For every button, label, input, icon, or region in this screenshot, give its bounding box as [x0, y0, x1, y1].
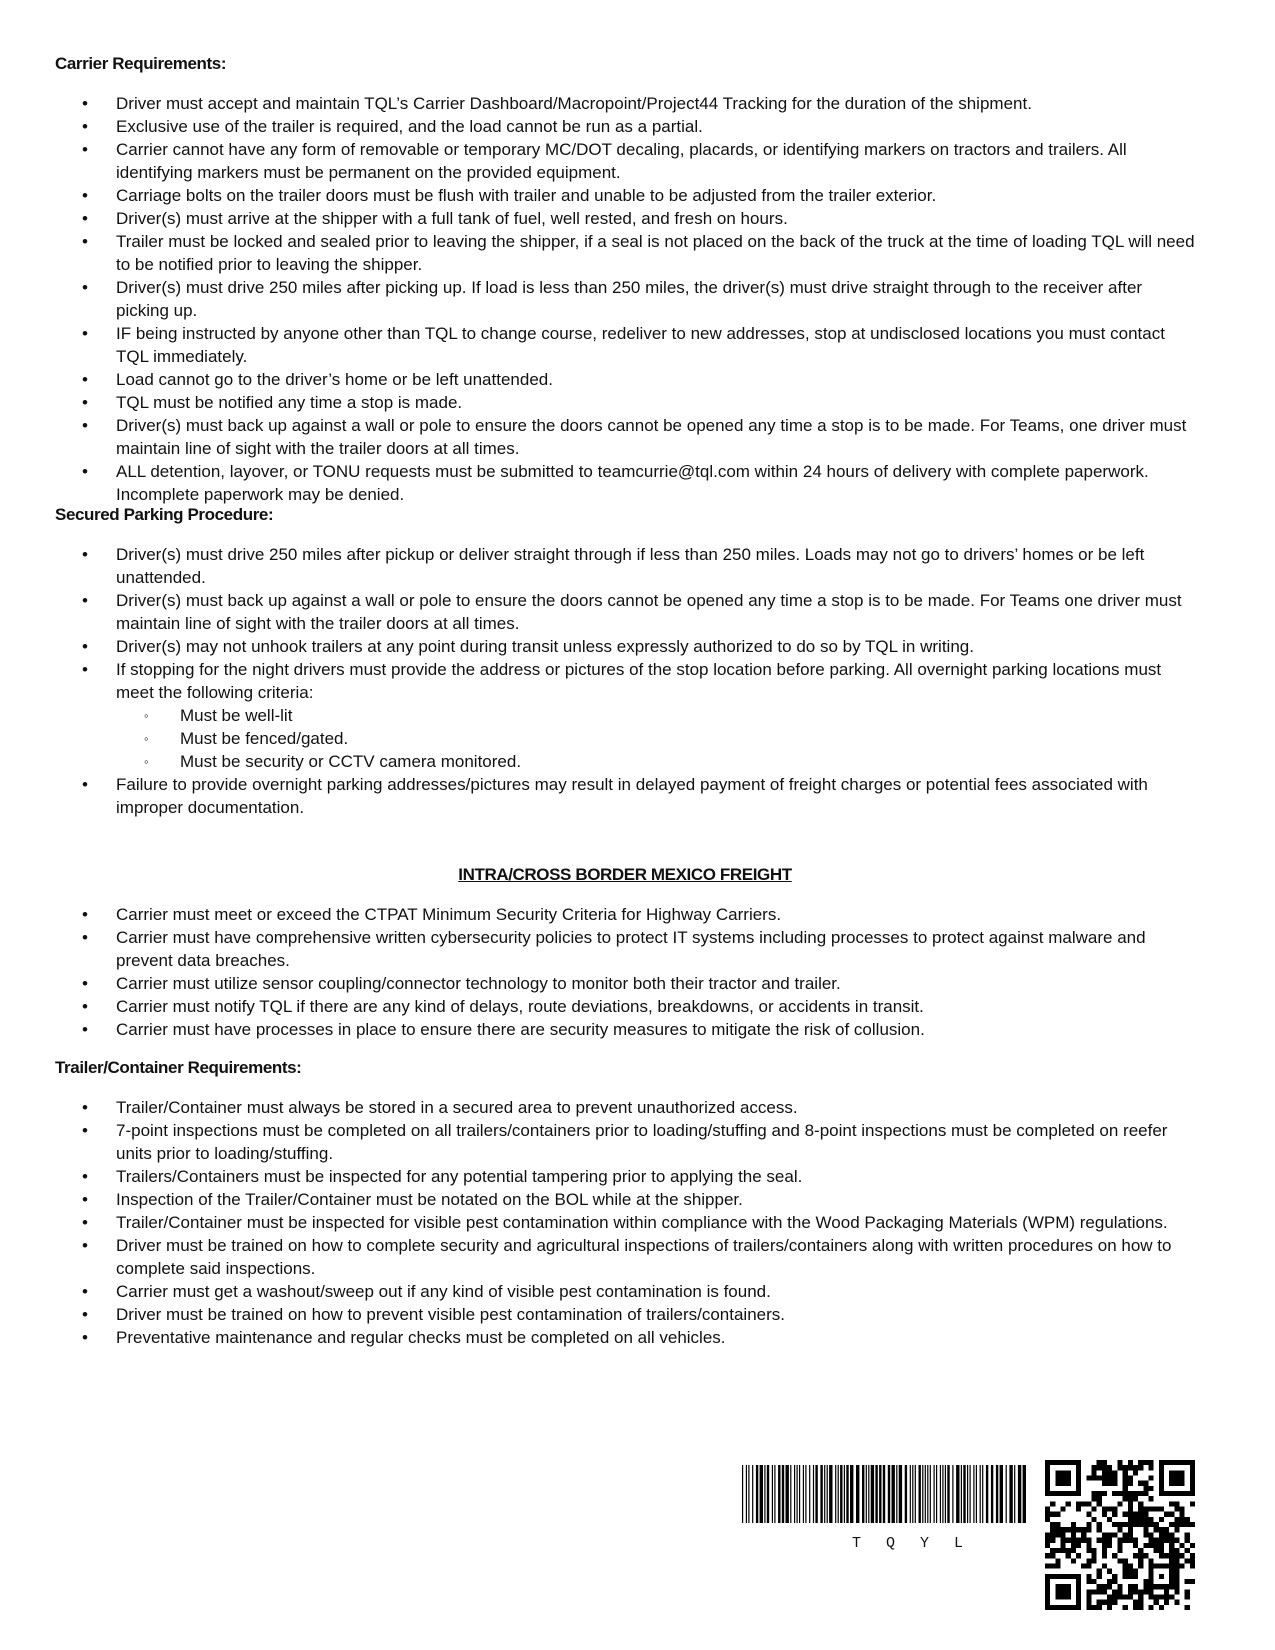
sub-bullet-icon: ◦	[144, 754, 149, 769]
list-item	[0, 658, 1275, 773]
bullet-icon: •	[82, 1020, 88, 1039]
list-item	[0, 903, 1275, 926]
bullet-icon: •	[82, 660, 88, 679]
list-item	[0, 207, 1275, 230]
criteria-text: Must be well-lit	[180, 706, 293, 725]
list-item-text: Driver must accept and maintain TQL’s Carrier Dashboard/Macropoint/Project44 Tracking for the duration of the shipment.	[116, 94, 1032, 113]
list-item-text: Trailer/Container must be inspected for visible pest contamination within compliance with the Wood Packaging Materials (WPM) regulations.	[116, 1213, 1168, 1232]
barcode-letter: T	[852, 1535, 862, 1552]
list-item-text: Carrier must get a washout/sweep out if any kind of visible pest contamination is found.	[116, 1282, 771, 1301]
criteria-item	[116, 704, 1195, 727]
sub-bullet-icon: ◦	[144, 708, 149, 723]
bullet-icon: •	[82, 974, 88, 993]
list-item-text: Carrier must notify TQL if there are any kind of delays, route deviations, breakdowns, or accidents in transit.	[116, 997, 924, 1016]
list-item	[0, 460, 1275, 506]
bullet-icon: •	[82, 1190, 88, 1209]
list-item	[0, 995, 1275, 1018]
list-item	[0, 184, 1275, 207]
secured-parking-heading: Secured Parking Procedure:	[55, 505, 274, 524]
bullet-icon: •	[82, 545, 88, 564]
bullet-icon: •	[82, 905, 88, 924]
barcode-letter: Y	[920, 1535, 930, 1552]
list-item	[0, 1165, 1275, 1188]
list-item	[0, 391, 1275, 414]
bullet-icon: •	[82, 1282, 88, 1301]
list-item-text: Driver(s) must arrive at the shipper with a full tank of fuel, well rested, and fresh on hours.	[116, 209, 788, 228]
list-item-text: Driver(s) must back up against a wall or pole to ensure the doors cannot be opened any time a stop is to be made. For Teams one driver must maintain line of sight with the trailer doors at all times.	[116, 591, 1182, 633]
criteria-text: Must be security or CCTV camera monitored.	[180, 752, 522, 771]
mexico-freight-list	[0, 903, 1275, 1041]
bullet-icon: •	[82, 416, 88, 435]
bullet-icon: •	[82, 1121, 88, 1140]
bullet-icon: •	[82, 370, 88, 389]
list-item	[0, 368, 1275, 391]
bullet-icon: •	[82, 232, 88, 251]
list-item	[0, 635, 1275, 658]
document-codes	[740, 1465, 1210, 1615]
list-item	[0, 1326, 1275, 1349]
list-item-text: Driver(s) must drive 250 miles after picking up. If load is less than 250 miles, the driver(s) must drive straight through to the receiver after picking up.	[116, 278, 1143, 320]
list-item-text: Driver(s) must drive 250 miles after pickup or deliver straight through if less than 250 miles. Loads may not go to drivers’ homes or be left unattended.	[116, 545, 1145, 587]
list-item	[0, 276, 1275, 322]
list-item-text: Trailers/Containers must be inspected for any potential tampering prior to applying the seal.	[116, 1167, 803, 1186]
list-item-text: Trailer must be locked and sealed prior to leaving the shipper, if a seal is not placed on the back of the truck at the time of loading TQL will need to be notified prior to leaving the shipper.	[116, 232, 1195, 274]
list-item	[0, 926, 1275, 972]
list-item-text: Preventative maintenance and regular checks must be completed on all vehicles.	[116, 1328, 726, 1347]
list-item	[0, 1018, 1275, 1041]
bullet-icon: •	[82, 1213, 88, 1232]
list-item	[0, 773, 1275, 819]
list-item	[0, 230, 1275, 276]
list-item	[0, 1096, 1275, 1119]
trailer-container-list	[0, 1096, 1275, 1349]
list-item-text: ALL detention, layover, or TONU requests must be submitted to teamcurrie@tql.com within 24 hours of delivery with complete paperwork. Incomplete paperwork may be denied.	[116, 462, 1149, 504]
list-item-text: Load cannot go to the driver’s home or be left unattended.	[116, 370, 553, 389]
list-item	[0, 972, 1275, 995]
list-item-text: Driver(s) must back up against a wall or pole to ensure the doors cannot be opened any time a stop is to be made. For Teams, one driver must maintain line of sight with the trailer doors at all times.	[116, 416, 1187, 458]
list-item-text: Driver(s) may not unhook trailers at any point during transit unless expressly authorized to do so by TQL in writing.	[116, 637, 974, 656]
bullet-icon: •	[82, 393, 88, 412]
list-item-text: 7-point inspections must be completed on all trailers/containers prior to loading/stuffing and 8-point inspections must be completed on reefer units prior to loading/stuffing.	[116, 1121, 1168, 1163]
list-item-text: Exclusive use of the trailer is required, and the load cannot be run as a partial.	[116, 117, 703, 136]
bullet-icon: •	[82, 278, 88, 297]
list-item-text: Driver must be trained on how to prevent visible pest contamination of trailers/containers.	[116, 1305, 785, 1324]
barcode-icon	[740, 1465, 1030, 1537]
carrier-requirements-list	[0, 92, 1275, 506]
bullet-icon: •	[82, 928, 88, 947]
list-item-text: If stopping for the night drivers must provide the address or pictures of the stop location before parking. All overnight parking locations must meet the following criteria:	[116, 660, 1162, 702]
carrier-requirements-heading: Carrier Requirements:	[55, 54, 227, 73]
bullet-icon: •	[82, 324, 88, 343]
bullet-icon: •	[82, 1305, 88, 1324]
list-item-text: Failure to provide overnight parking addresses/pictures may result in delayed payment of freight charges or potential fees associated with improper documentation.	[116, 775, 1148, 817]
list-item-text: Inspection of the Trailer/Container must be notated on the BOL while at the shipper.	[116, 1190, 743, 1209]
list-item-text: Trailer/Container must always be stored in a secured area to prevent unauthorized access.	[116, 1098, 798, 1117]
bullet-icon: •	[82, 591, 88, 610]
list-item	[0, 414, 1275, 460]
list-item	[0, 1234, 1275, 1280]
bullet-icon: •	[82, 997, 88, 1016]
sub-bullet-icon: ◦	[144, 731, 149, 746]
bullet-icon: •	[82, 1236, 88, 1255]
list-item-text: Carrier must meet or exceed the CTPAT Minimum Security Criteria for Highway Carriers.	[116, 905, 782, 924]
criteria-text: Must be fenced/gated.	[180, 729, 349, 748]
bullet-icon: •	[82, 1167, 88, 1186]
list-item-text: Carriage bolts on the trailer doors must be flush with trailer and unable to be adjusted from the trailer exterior.	[116, 186, 937, 205]
bullet-icon: •	[82, 462, 88, 481]
list-item-text: TQL must be notified any time a stop is made.	[116, 393, 463, 412]
list-item	[0, 322, 1275, 368]
bullet-icon: •	[82, 140, 88, 159]
list-item	[0, 543, 1275, 589]
criteria-item	[116, 750, 1195, 773]
list-item-text: Carrier cannot have any form of removable or temporary MC/DOT decaling, placards, or identifying markers on tractors and trailers. All identifying markers must be permanent on the provided equipment.	[116, 140, 1127, 182]
list-item-text: Carrier must have processes in place to ensure there are security measures to mitigate the risk of collusion.	[116, 1020, 925, 1039]
list-item	[0, 92, 1275, 115]
list-item	[0, 1280, 1275, 1303]
list-item-text: Carrier must have comprehensive written cybersecurity policies to protect IT systems including processes to protect against malware and prevent data breaches.	[116, 928, 1146, 970]
list-item	[0, 1211, 1275, 1234]
list-item	[0, 138, 1275, 184]
bullet-icon: •	[82, 94, 88, 113]
list-item	[0, 115, 1275, 138]
bullet-icon: •	[82, 1098, 88, 1117]
list-item-text: Driver must be trained on how to complete security and agricultural inspections of trailers/containers along with written procedures on how to complete said inspections.	[116, 1236, 1172, 1278]
list-item-text: Carrier must utilize sensor coupling/connector technology to monitor both their tractor and trailer.	[116, 974, 841, 993]
list-item-text: IF being instructed by anyone other than TQL to change course, redeliver to new addresses, stop at undisclosed locations you must contact TQL immediately.	[116, 324, 1165, 366]
criteria-item	[116, 727, 1195, 750]
list-item	[0, 1303, 1275, 1326]
barcode-letter: L	[954, 1535, 964, 1552]
bullet-icon: •	[82, 209, 88, 228]
qr-code-icon	[1045, 1460, 1195, 1610]
parking-criteria-list	[116, 704, 1195, 773]
barcode-caption	[852, 1535, 988, 1552]
bullet-icon: •	[82, 637, 88, 656]
list-item	[0, 1188, 1275, 1211]
bullet-icon: •	[82, 117, 88, 136]
bullet-icon: •	[82, 186, 88, 205]
trailer-container-heading: Trailer/Container Requirements:	[55, 1058, 302, 1077]
list-item	[0, 589, 1275, 635]
bullet-icon: •	[82, 775, 88, 794]
bullet-icon: •	[82, 1328, 88, 1347]
mexico-freight-heading: INTRA/CROSS BORDER MEXICO FREIGHT	[458, 865, 792, 884]
list-item	[0, 1119, 1275, 1165]
barcode-letter: Q	[886, 1535, 896, 1552]
secured-parking-list	[0, 543, 1275, 819]
